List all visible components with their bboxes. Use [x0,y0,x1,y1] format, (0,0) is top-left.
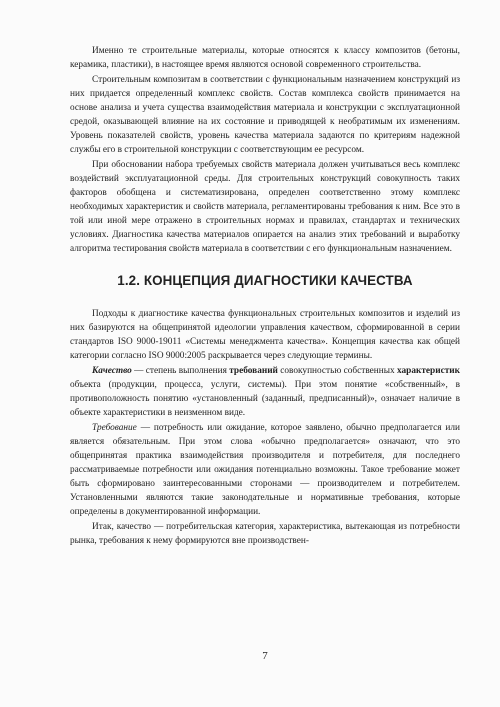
quality-text-2: совокупностью собственных [277,366,397,376]
page-number: 7 [262,650,268,662]
section-heading: 1.2. КОНЦЕПЦИЯ ДИАГНОСТИКИ КАЧЕСТВА [117,273,413,288]
quality-text-1: — степень выполнения [131,366,230,376]
term-requirements: требований [229,366,278,376]
paragraph-iso-intro: Подходы к диагностике качества функциональных строительных композитов и изделий из них базируются на общепринятой идеологии управления качеством, сформированной в серии стандартов ISO 9000-19011 «Системы менеджмента качества». Концепция качества как общей категории согласно ISO 9000:2005 раскрывается через следующие термины. [70,309,460,361]
paragraph-required-properties: При обосновании набора требуемых свойств материала должен учитываться весь комплекс воздействий эксплуатационной среды. Для строительных конструкций совокупность таких факторов обобщена и систематизирована, определен соответственно этому комплекс необходимых характеристик и свойств материала, регламентированы требования к ним. Все это в той или иной мере отражено в строительных нормах и правилах, стандартах и технических условиях. Диагностика качества материалов опирается на анализ этих требований и выработку алгоритма тестирования свойств материала в соответствии с его функциональным назначением. [70,160,460,254]
term-characteristics: характеристик [397,366,460,376]
paragraph-requirement-definition [70,421,460,519]
quality-text-3: объекта (продукции, процесса, услуги, системы). При этом понятие «собственный», в противоположность понятию «установленный (заданный, предписанный)», означает наличие в объекте характеристики в неизменном виде. [70,380,460,418]
term-quality: Качество [92,366,132,376]
paragraph-quality-definition [70,364,460,420]
paragraph-quality-summary: Итак, качество — потребительская категория, характеристика, вытекающая из потребности рынка, требования к нему формируются вне производствен- [70,522,460,546]
term-requirement: Требование [92,423,137,433]
paragraph-composites-basis: Именно те строительные материалы, которые относятся к классу композитов (бетоны, керамика, пластики), в настоящее время являются основой современного строительства. [70,46,460,70]
requirement-text: — потребность или ожидание, которое заявлено, обычно предполагается или является обязательным. При этом слова «обычно предполагается» означают, что это общепринятая практика взаимодействия производителя и потребителя, для последнего рассматриваемые потребности или ожидания потенциально возможны. Такое требование может быть сформировано заинтересованными сторонами — производителем и потребителем. Установленными являются такие законодательные и нормативные требования, которые определены в документированной информации. [70,423,460,517]
paragraph-composite-properties: Строительным композитам в соответствии с функциональным назначением конструкций из них придается определенный комплекс свойств. Состав комплекса свойств принимается на основе анализа и учета существа взаимодействия материала и конструкции с эксплуатационной средой, оказывающей влияние на их состояние и приводящей к необратимым их изменениям. Уровень показателей свойств, уровень качества материала задаются по критериям надежной службы его в строительной конструкции с соответствующим ее ресурсом. [70,75,460,155]
